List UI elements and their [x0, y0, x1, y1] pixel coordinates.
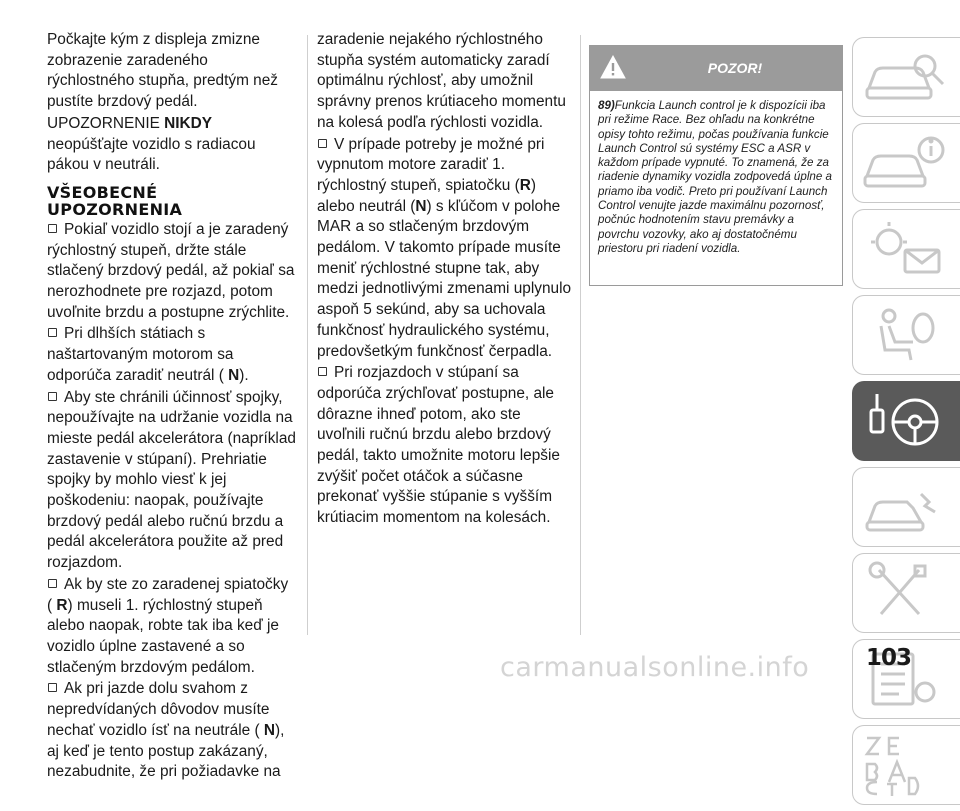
watermark: carmanualsonline.info: [500, 652, 810, 683]
alphabet-index-icon: [859, 732, 955, 798]
bullet-item: Pri dlhších státiach s naštartovaným motorom sa odporúča zaradiť neutrál ( N).: [47, 325, 249, 384]
seat-airbag-icon: [859, 302, 955, 368]
gear-key-n: N: [263, 721, 276, 739]
column-divider-right: [580, 35, 581, 635]
bullet-square-icon: [48, 579, 57, 588]
car-magnifier-icon: [859, 44, 955, 110]
car-info-icon: [859, 130, 955, 196]
warning-body: [590, 91, 842, 256]
bullet-item: Pokiaľ vozidlo stojí a je zaradený rýchlostný stupeň, držte stále stlačený brzdový pedál, až pokiaľ sa nerozhodnete pre rozjazd, potom uvoľnite brzdu a postupne zrýchlite.: [47, 220, 295, 321]
warning-lights-envelope-icon: [859, 216, 955, 282]
text-column-1: [47, 30, 297, 783]
bullet-square-icon: [48, 683, 57, 692]
bullet-item: Ak pri jazde dolu svahom z nepredvídaných dôvodov musíte nechať vozidlo ísť na neutrále ( N), aj keď je tento postup zakázaný, nezabudnite, že pri požiadavke na: [47, 680, 285, 781]
gear-key-r: R: [519, 176, 531, 194]
bullet-square-icon: [48, 328, 57, 337]
car-crash-icon: [859, 474, 955, 540]
page-number: 103: [866, 645, 912, 671]
tab-index[interactable]: [852, 725, 960, 805]
bullet-square-icon: [48, 224, 57, 233]
warning-title: POZOR!: [707, 60, 763, 76]
warning-header: [590, 46, 842, 91]
bullet-square-icon: [48, 392, 57, 401]
tab-seat-airbag[interactable]: [852, 295, 960, 375]
gear-key-n: N: [228, 366, 240, 384]
emphasis-never: NIKDY: [164, 114, 213, 132]
paragraph-release-brake: Počkajte kým z displeja zmizne zobrazenie zaradeného rýchlostného stupňa, predtým než pustíte brzdový pedál.: [47, 31, 278, 111]
bullet-square-icon: [318, 139, 327, 148]
warning-text: Funkcia Launch control je k dispozícii iba pri režime Race. Bez ohľadu na konkrétne opisy tohto režimu, počas používania funkcie Launch Control sú systémy ESC a ASR v každom prípade vypnuté. To znamená, že za riadenie dynamiky vozidla zodpovedá úplne a priamo iba vodič. Preto pri používaní Launch Control venujte jazde maximálnu pozornosť, počnúc hodnotením stavu premávky a povrchu vozovky, ako aj dostatočnému priestoru pri riadení vozidla.: [598, 99, 832, 255]
tab-warning-lights[interactable]: [852, 209, 960, 289]
paragraph-never-leave: UPOZORNENIE NIKDY neopúšťajte vozidlo s radiacou pákou v neutráli.: [47, 114, 256, 174]
warning-number: 89): [598, 99, 615, 112]
bullet-item: Aby ste chránili účinnosť spojky, nepoužívajte na udržanie vozidla na mieste pedál akcelerátora (napríklad zastavenie v stúpaní). Prehriatie spojky by mohlo viesť k jej poškodeniu: naopak, používajte brzdový pedál alebo ručnú brzdu a pedál akcelerátora použite až pred rozjazdom.: [47, 388, 296, 572]
tab-maintenance[interactable]: [852, 553, 960, 633]
gear-key-n: N: [415, 197, 427, 215]
text-column-2: [317, 30, 572, 529]
key-steering-wheel-icon: [859, 388, 955, 454]
bullet-item: Ak by ste zo zaradenej spiatočky ( R) museli 1. rýchlostný stupeň alebo naopak, robte tak iba keď je vozidlo úplne zastavené a so stlačeným brzdovým pedálom.: [47, 575, 289, 676]
paragraph-continued: zaradenie nejakého rýchlostného stupňa systém automaticky zaradí optimálnu rýchlosť, aby umožnil správny prenos krútiaceho momentu na kolesá podľa rýchlosti vozidla.: [317, 31, 566, 131]
tab-car-magnifier[interactable]: [852, 37, 960, 117]
wrench-tools-icon: [859, 560, 955, 626]
chapter-tabs: [852, 37, 960, 811]
bullet-item: Pri rozjazdoch v stúpaní sa odporúča zrýchľovať postupne, ale dôrazne ihneď potom, ako ste uvoľnili ručnú brzdu alebo brzdový pedál, takto umožnite motoru lepšie zvýšiť počet otáčok a súčasne prekonať vyššie stúpanie s vyšším krútiacim momentom na kolesách.: [317, 364, 560, 527]
bullet-item: V prípade potreby je možné pri vypnutom motore zaradiť 1. rýchlostný stupeň, spiatočku (R) alebo neutrál (N) s kľúčom v polohe MAR a so stlačeným brzdovým pedálom. V takomto prípade musíte meniť rýchlostné stupne tak, aby medzi jednotlivými zmenami uplynulo aspoň 5 sekúnd, aby sa uchovala funkčnosť hydraulického systému, predovšetkým funkčnosť čerpadla.: [317, 135, 572, 360]
tab-emergency[interactable]: [852, 467, 960, 547]
gear-key-r: R: [56, 596, 68, 614]
tab-starting-driving[interactable]: [852, 381, 960, 461]
warning-box: [589, 45, 843, 286]
section-heading: VŠEOBECNÉ UPOZORNENIA: [47, 182, 183, 219]
column-divider-left: [307, 35, 308, 635]
bullet-square-icon: [318, 367, 327, 376]
tab-car-info[interactable]: [852, 123, 960, 203]
